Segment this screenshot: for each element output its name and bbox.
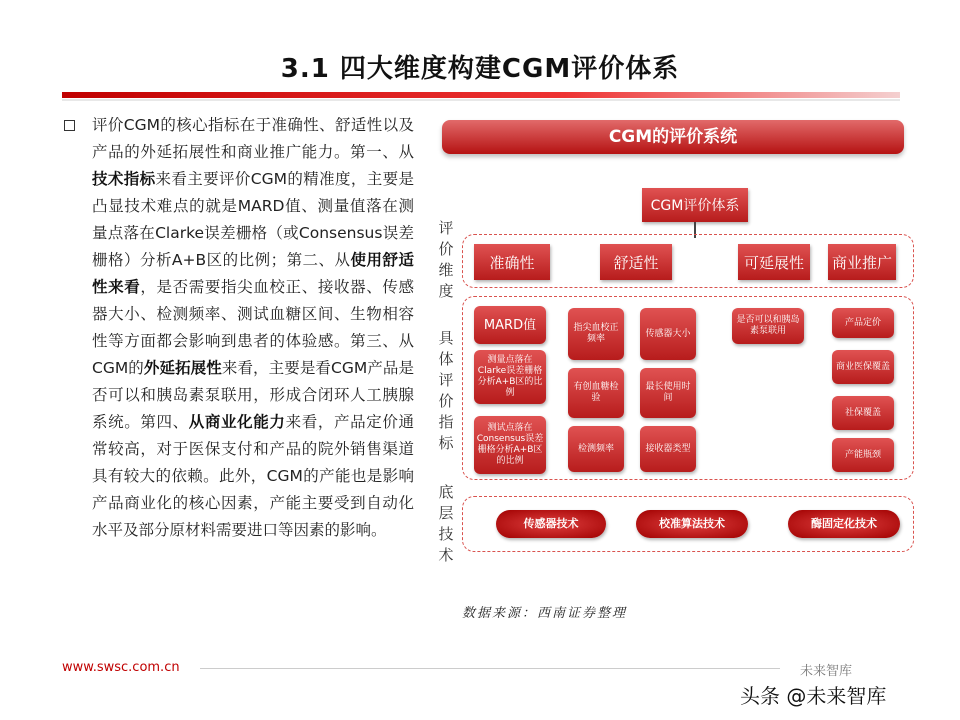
keyword-extension: 外延拓展性 (143, 359, 222, 377)
dimension-extensibility: 可延展性 (738, 244, 810, 280)
indicator-commercial-insurance: 商业医保覆盖 (832, 350, 894, 384)
indicator-receiver: 接收器类型 (640, 426, 696, 472)
page-title: 3.1 四大维度构建CGM评价体系 (280, 54, 680, 84)
keyword-tech: 技术指标 (92, 170, 156, 188)
title-underline (62, 92, 900, 98)
watermark-big: 头条 @未来智库 (740, 684, 887, 708)
watermark-small: 未来智库 (800, 664, 853, 679)
label-indicators: 具体评价指标 (438, 329, 454, 452)
indicator-pump: 是否可以和胰岛素泵联用 (732, 308, 804, 344)
body-text-4: 来看，主要是看CGM产品是否可以和胰岛素泵联用，形成合闭环人工胰腺系统。第四、 (92, 359, 414, 431)
diagram-banner: CGM的评价系统 (442, 120, 904, 154)
indicator-pricing: 产品定价 (832, 308, 894, 338)
body-paragraph (92, 112, 414, 544)
cgm-evaluation-diagram (430, 160, 920, 600)
base-enzyme-tech: 酶固定化技术 (788, 510, 900, 538)
body-text-2: 来看主要评价CGM的精准度，主要是凸显技术难点的就是MARD值、测量值落在测量点落在Clarke误差栅格（或Consensus误差栅格）分析A+B区的比例；第二、从 (92, 170, 414, 269)
indicator-duration: 最长使用时间 (640, 368, 696, 418)
indicator-clarke: 测量点落在Clarke误差栅格分析A+B区的比例 (474, 350, 546, 404)
keyword-comfort: 使用舒适性来看 (92, 251, 414, 296)
base-sensor-tech: 传感器技术 (496, 510, 606, 538)
bullet-square-icon (64, 120, 75, 131)
indicator-social-insurance: 社保覆盖 (832, 396, 894, 430)
body-text-1: 评价CGM的核心指标在于准确性、舒适性以及产品的外延拓展性和商业推广能力。第一、从 (92, 116, 414, 161)
dimension-comfort: 舒适性 (600, 244, 672, 280)
label-dimension: 评价维度 (438, 219, 454, 300)
footer-divider (200, 668, 780, 669)
indicator-invasive: 有创血糖检验 (568, 368, 624, 418)
title-underline-shadow (62, 99, 900, 101)
base-calibration-tech: 校准算法技术 (636, 510, 748, 538)
root-node: CGM评价体系 (642, 188, 748, 222)
indicator-mard: MARD值 (474, 306, 546, 344)
indicator-sensor-size: 传感器大小 (640, 308, 696, 360)
label-base: 底层技术 (438, 483, 454, 564)
body-text-5: 来看，产品定价通常较高，对于医保支付和产品的院外销售渠道具有较大的依赖。此外，CGM的产能也是影响产品商业化的核心因素，产能主要受到自动化水平及部分原材料需要进口等因素的影响。 (92, 413, 414, 539)
indicator-capacity: 产能瓶颈 (832, 438, 894, 472)
dimension-accuracy: 准确性 (474, 244, 550, 280)
dimension-commercial: 商业推广 (828, 244, 896, 280)
keyword-commercial: 从商业化能力 (188, 413, 286, 431)
body-text-3: ，是否需要指尖血校正、接收器、传感器大小、检测频率、测试血糖区间、生物相容性等方面都会影响到患者的体验感。第三、从CGM的 (92, 278, 414, 377)
footer-url[interactable]: www.swsc.com.cn (62, 660, 180, 675)
indicator-fingerstick: 指尖血校正频率 (568, 308, 624, 360)
indicator-frequency: 检测频率 (568, 426, 624, 472)
indicator-consensus: 测试点落在Consensus误差栅格分析A+B区的比例 (474, 416, 546, 474)
data-source: 数据来源：西南证券整理 (462, 606, 628, 621)
